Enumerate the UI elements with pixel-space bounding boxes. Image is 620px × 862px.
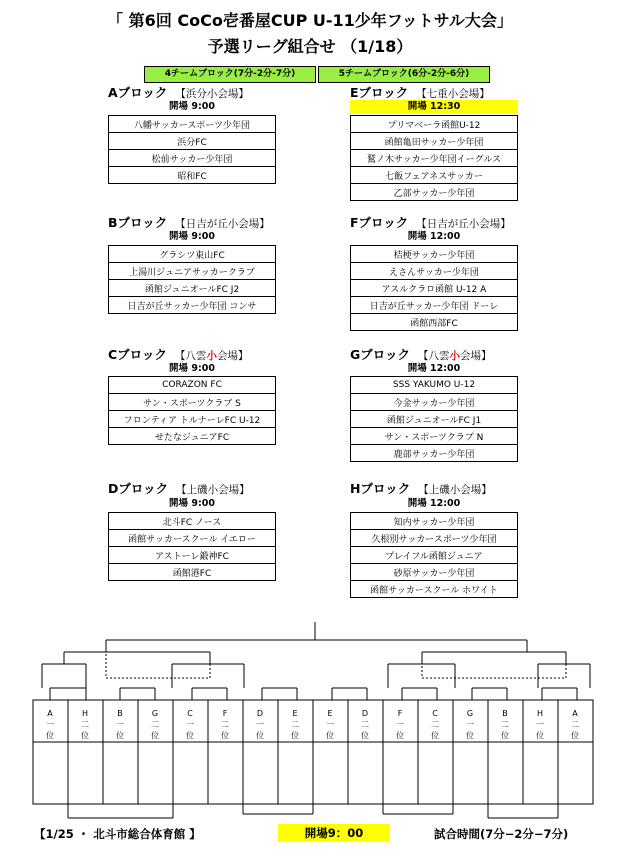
team-name: フロンティア トルナーレFC U-12: [109, 411, 276, 428]
block-h-venue: 【上磯小会場】: [418, 484, 492, 496]
legend-five-team: 5チームブロック(6分-2分-6分): [318, 66, 490, 83]
team-name: 函館ジュニオールFC J2: [109, 280, 276, 297]
legend-four-team: 4チームブロック(7分-2分-7分): [144, 66, 316, 83]
block-h-name: Hブロック: [350, 481, 411, 496]
block-e-venue: 【七重小会場】: [416, 88, 490, 100]
bracket-seed-label: C 一 位: [186, 709, 194, 740]
team-name: 今金サッカー少年団: [351, 394, 518, 411]
block-d-name: Dブロック: [108, 481, 169, 496]
team-name: 日吉が丘サッカー少年団 ドーレ: [351, 297, 518, 314]
team-name: サン・スポーツクラブ S: [109, 394, 276, 411]
team-name: 函館サッカースクール イエロー: [109, 530, 276, 547]
block-g-venue: 【八雲小会場】: [418, 350, 492, 362]
team-name: 昭和FC: [109, 167, 276, 184]
block-f-open-time: 開場 12:00: [407, 231, 461, 242]
team-name: 上湯川ジュニアサッカークラブ: [109, 263, 276, 280]
final-venue: 【1/25 ・ 北斗市総合体育館 】: [34, 827, 201, 841]
block-b-venue: 【日吉が丘小会場】: [175, 218, 270, 230]
team-name: 函館サッカースクール ホワイト: [351, 581, 518, 598]
team-name: 北斗FC ノース: [109, 513, 276, 530]
team-name: 函館亀田サッカー少年団: [351, 133, 518, 150]
block-g-open-time: 開場 12:00: [407, 363, 461, 374]
block-e-open-time: 開場 12:30: [350, 100, 518, 114]
team-name: 松前サッカー少年団: [109, 150, 276, 167]
bracket-seed-label: D 一 位: [256, 709, 264, 740]
team-name: 日吉が丘サッカー少年団 コンサ: [109, 297, 276, 314]
team-name: 鹿部サッカー少年団: [351, 445, 518, 462]
block-d-venue: 【上磯小会場】: [176, 484, 250, 496]
block-f-venue: 【日吉が丘小会場】: [416, 218, 511, 230]
block-d-open-time: 開場 9:00: [169, 498, 215, 509]
team-name: 函館ジュニオールFC J1: [351, 411, 518, 428]
team-name: アスルクラロ函館 U-12 A: [351, 280, 518, 297]
block-c-name: Cブロック: [108, 347, 167, 362]
team-name: 浜分FC: [109, 133, 276, 150]
bracket-seed-label: F 二 位: [221, 709, 229, 740]
team-name: プレイフル函館ジュニア: [351, 547, 518, 564]
block-e-name: Eブロック: [350, 85, 409, 100]
team-name: プリマベーラ函館U-12: [351, 116, 518, 133]
bracket-seed-label: G 二 位: [151, 709, 159, 740]
bracket-seed-label: H 二 位: [81, 709, 89, 740]
bracket-seed-label: B 一 位: [116, 709, 124, 740]
team-name: 乙部サッカー少年団: [351, 184, 518, 201]
block-c-open-time: 開場 9:00: [169, 363, 215, 374]
team-name: サン・スポーツクラブ N: [351, 428, 518, 445]
bracket-seed-label: G 一 位: [466, 709, 474, 740]
team-name: 函館港FC: [109, 564, 276, 581]
bracket-seed-label: E 二 位: [291, 709, 299, 740]
page-subtitle: 予選リーグ組合せ （1/18）: [207, 37, 413, 56]
block-g-name: Gブロック: [350, 347, 411, 362]
team-name: 函館西部FC: [351, 314, 518, 331]
team-name: 桔梗サッカー少年団: [351, 246, 518, 263]
bracket-seed-label: E 一 位: [326, 709, 334, 740]
bracket-seed-label: F 一 位: [396, 709, 404, 740]
team-name: 砂原サッカー少年団: [351, 564, 518, 581]
block-b-open-time: 開場 9:00: [169, 231, 215, 242]
team-name: 七飯フェアネスサッカー: [351, 167, 518, 184]
bracket-seed-label: D 二 位: [361, 709, 369, 740]
block-f-name: Fブロック: [350, 215, 409, 230]
block-h-open-time: 開場 12:00: [407, 498, 461, 509]
bracket-seed-label: A 二 位: [571, 709, 579, 740]
block-b-name: Bブロック: [108, 215, 168, 230]
final-match-time: 試合時間(7分−2分−7分): [434, 827, 569, 841]
block-a-open-time: 開場 9:00: [169, 101, 215, 112]
block-c-venue: 【八雲小会場】: [174, 350, 249, 362]
team-name: 鷲ノ木サッカー少年団イーグルス: [351, 150, 518, 167]
final-open-time: 開場9：00: [278, 824, 390, 842]
team-name: 八幡サッカースポーツ少年団: [109, 116, 276, 133]
team-name: 久根別サッカースポーツ少年団: [351, 530, 518, 547]
team-name: アストーレ鍛神FC: [109, 547, 276, 564]
block-a-venue: 【浜分小会場】: [175, 88, 249, 100]
bracket-seed-label: C 二 位: [431, 709, 439, 740]
team-name: せたなジュニアFC: [109, 428, 276, 445]
team-name: グラシツ東山FC: [109, 246, 276, 263]
bracket-seed-label: A 一 位: [46, 709, 54, 740]
bracket-seed-label: B 二 位: [501, 709, 509, 740]
team-name: SSS YAKUMO U-12: [351, 377, 518, 394]
page-title: 「 第6回 CoCo壱番屋CUP U-11少年フットサル大会」: [107, 11, 513, 30]
team-name: 知内サッカー少年団: [351, 513, 518, 530]
block-a-name: Aブロック: [108, 85, 168, 100]
bracket-seed-label: H 一 位: [536, 709, 544, 740]
team-name: CORAZON FC: [109, 377, 276, 394]
team-name: えさんサッカー少年団: [351, 263, 518, 280]
